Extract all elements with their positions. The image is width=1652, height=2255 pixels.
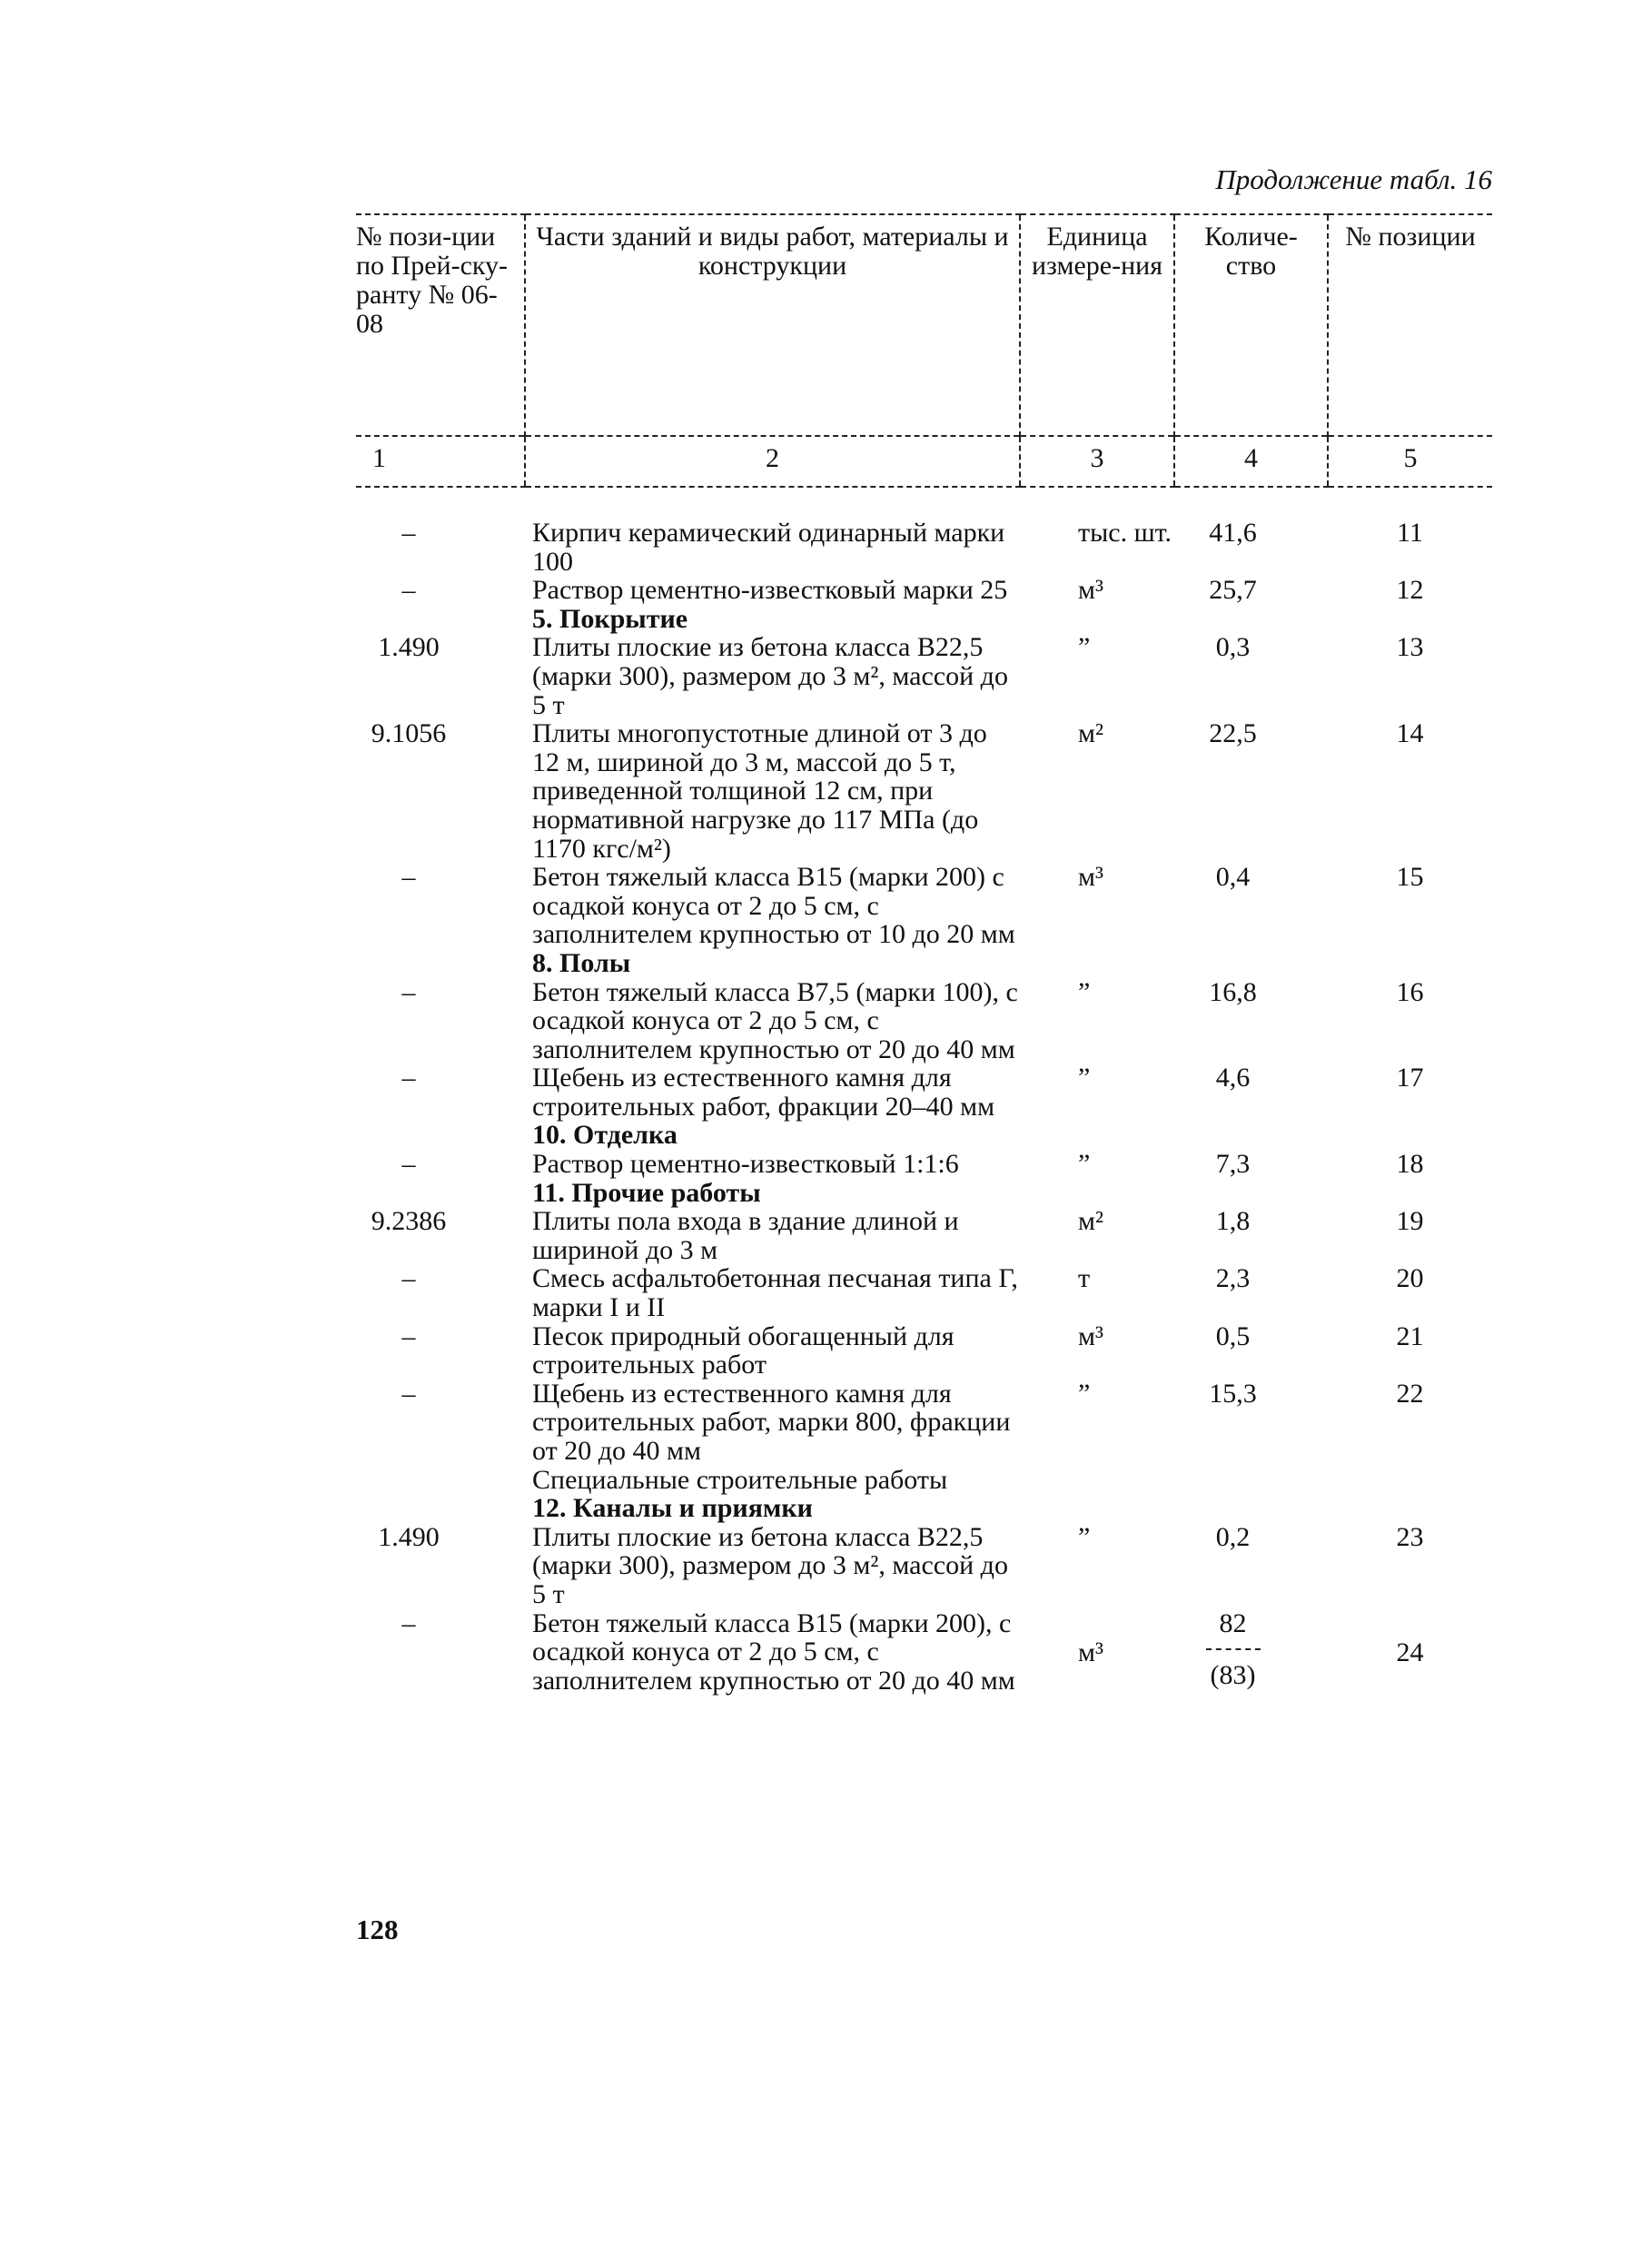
header-unit: Единица измере-ния [1020, 214, 1174, 436]
name-cell: Кирпич керамический одинарный марки 100 [532, 518, 1005, 577]
header-quantity: Количе-ство [1174, 214, 1328, 436]
section-row [356, 605, 1492, 634]
name-cell: Плиты пола входа в здание длиной и шириной до 3 м [532, 1206, 959, 1265]
pos-cell: 9.2386 [371, 1206, 447, 1237]
quantity-cell: 0,3 [1215, 632, 1251, 663]
table-row [356, 1063, 1492, 1121]
unit-cell: ” [1078, 1063, 1091, 1093]
position-number-cell: 24 [1396, 1637, 1424, 1667]
position-number-cell: 18 [1396, 1149, 1424, 1180]
position-number-cell: 12 [1396, 575, 1424, 606]
name-cell: Бетон тяжелый класса В15 (марки 200) с осадкой конуса от 2 до 5 см, с заполнителем крупностью от 10 до 20 мм [532, 862, 1015, 950]
quantity-cell: 0,5 [1215, 1320, 1251, 1351]
name-cell: Плиты многопустотные длиной от 3 до 12 м, шириной до 3 м, массой до 5 т, приведенной толщиной 12 см, при нормативной нагрузке до 117 МПа (до 1170 кгс/м²) [532, 718, 987, 864]
quantity-cell: 41,6 [1209, 518, 1257, 548]
quantity-cell: 1,8 [1215, 1206, 1251, 1237]
table-row [356, 1380, 1492, 1466]
unit-cell: ” [1078, 1378, 1091, 1409]
quantity-bottom: (83) [1210, 1660, 1256, 1691]
pos-cell: – [401, 1263, 416, 1294]
pos-cell: – [401, 862, 416, 893]
name-cell: Щебень из естественного камня для строительных работ, марки 800, фракции от 20 до 40 мм [532, 1378, 1011, 1466]
position-number-cell: 21 [1396, 1320, 1424, 1351]
name-cell: Бетон тяжелый класса В15 (марки 200), с осадкой конуса от 2 до 5 см, с заполнителем крупностью от 20 до 40 мм [532, 1607, 1015, 1696]
position-number-cell: 22 [1396, 1378, 1424, 1409]
pos-cell [356, 605, 525, 634]
section-title: 10. Отделка [532, 1120, 678, 1151]
name-cell: Плиты плоские из бетона класса В22,5 (марки 300), размером до 3 м², массой до 5 т [532, 632, 1008, 720]
unit-cell: м³ [1078, 575, 1103, 606]
table-row [356, 978, 1492, 1064]
pos-cell [356, 1494, 525, 1523]
section-row [356, 1121, 1492, 1150]
position-number-cell: 13 [1396, 632, 1424, 663]
unit-cell: м² [1078, 1206, 1103, 1237]
name-cell: Щебень из естественного камня для строительных работ, фракции 20–40 мм [532, 1063, 995, 1122]
quantity-cell: 2,3 [1215, 1263, 1251, 1294]
column-number: 2 [525, 436, 1020, 487]
pos-cell: – [401, 1149, 416, 1180]
quantity-cell: 16,8 [1209, 976, 1257, 1007]
pos-cell [356, 1121, 525, 1150]
unit-cell: тыс. шт. [1078, 518, 1172, 548]
table-row [356, 633, 1492, 719]
section-title: 5. Покрытие [532, 603, 688, 634]
column-number-row [356, 436, 1492, 487]
header-row [356, 214, 1492, 436]
table-row [356, 1264, 1492, 1321]
unit-cell: ” [1078, 976, 1091, 1007]
quantity-cell: 25,7 [1209, 575, 1257, 606]
table-caption: Продолжение табл. 16 [1215, 163, 1492, 195]
pos-cell: – [401, 518, 416, 548]
header-building-parts: Части зданий и виды работ, материалы и конструкции [525, 214, 1020, 436]
table-body [356, 487, 1492, 1695]
quantity-cell: 7,3 [1215, 1149, 1251, 1180]
table-row [356, 863, 1492, 949]
page-number: 128 [356, 1914, 399, 1945]
section-title: 12. Каналы и приямки [532, 1493, 813, 1524]
quantity-cell: 15,3 [1209, 1378, 1257, 1409]
section-row [356, 1179, 1492, 1208]
unit-cell: т [1078, 1263, 1091, 1294]
name-cell: Смесь асфальтобетонная песчаная типа Г, марки I и II [532, 1263, 1018, 1323]
quantity-cell: 22,5 [1209, 718, 1257, 749]
position-number-cell: 11 [1397, 518, 1423, 548]
column-number: 3 [1020, 436, 1174, 487]
table-row [356, 1150, 1492, 1179]
pos-cell: – [401, 1378, 416, 1409]
quantity-top: 82 [1219, 1607, 1247, 1638]
quantity-fraction [1206, 1609, 1261, 1690]
name-cell: Бетон тяжелый класса В7,5 (марки 100), с осадкой конуса от 2 до 5 см, с заполнителем крупностью от 20 до 40 мм [532, 976, 1018, 1064]
table-row [356, 719, 1492, 863]
name-cell: Песок природный обогащенный для строительных работ [532, 1320, 955, 1380]
pos-cell [356, 1179, 525, 1208]
quantity-cell: 0,4 [1215, 862, 1251, 893]
pos-cell: 9.1056 [371, 718, 447, 749]
table-row [356, 1207, 1492, 1264]
table-row [356, 1523, 1492, 1609]
unit-cell: ” [1078, 632, 1091, 663]
fraction-line [1206, 1648, 1261, 1650]
unit-cell: ” [1078, 1521, 1091, 1552]
section-title: 11. Прочие работы [532, 1177, 761, 1208]
header-position-pricelist: № пози-ции по Прей-ску-ранту № 06-08 [356, 214, 525, 436]
pos-cell: – [401, 1607, 416, 1638]
position-number-cell: 23 [1396, 1521, 1424, 1552]
position-number-cell: 16 [1396, 976, 1424, 1007]
pos-cell: 1.490 [378, 632, 440, 663]
pos-cell: – [401, 1063, 416, 1093]
pos-cell: – [401, 976, 416, 1007]
position-number-cell: 17 [1396, 1063, 1424, 1093]
materials-table [356, 213, 1492, 1695]
quantity-cell: 4,6 [1215, 1063, 1251, 1093]
quantity-cell [1174, 1609, 1328, 1696]
position-number-cell: 20 [1396, 1263, 1424, 1294]
section-row [356, 949, 1492, 978]
table-row [356, 576, 1492, 605]
section-title: 8. Полы [532, 947, 631, 978]
section-title: Специальные строительные работы [532, 1464, 948, 1495]
pos-cell: – [401, 1320, 416, 1351]
column-number: 4 [1174, 436, 1328, 487]
pos-cell: – [401, 575, 416, 606]
column-number: 5 [1328, 436, 1492, 487]
name-cell: Раствор цементно-известковый марки 25 [532, 575, 1008, 606]
column-number: 1 [356, 436, 525, 487]
section-row [356, 1494, 1492, 1523]
pos-cell [356, 949, 525, 978]
unit-cell: м³ [1078, 1637, 1103, 1667]
pos-cell [356, 1466, 525, 1495]
unit-cell: м³ [1078, 862, 1103, 893]
header-position-number: № позиции [1328, 214, 1492, 436]
table-row [356, 1322, 1492, 1380]
unit-cell: м³ [1078, 1320, 1103, 1351]
name-cell: Раствор цементно-известковый 1:1:6 [532, 1149, 959, 1180]
position-number-cell: 14 [1396, 718, 1424, 749]
table-row [356, 1609, 1492, 1696]
quantity-cell: 0,2 [1215, 1521, 1251, 1552]
table-row [356, 487, 1492, 576]
subheading-row [356, 1466, 1492, 1495]
unit-cell: м² [1078, 718, 1103, 749]
unit-cell: ” [1078, 1149, 1091, 1180]
position-number-cell: 19 [1396, 1206, 1424, 1237]
pos-cell: 1.490 [378, 1521, 440, 1552]
name-cell: Плиты плоские из бетона класса В22,5 (марки 300), размером до 3 м², массой до 5 т [532, 1521, 1008, 1609]
position-number-cell: 15 [1396, 862, 1424, 893]
